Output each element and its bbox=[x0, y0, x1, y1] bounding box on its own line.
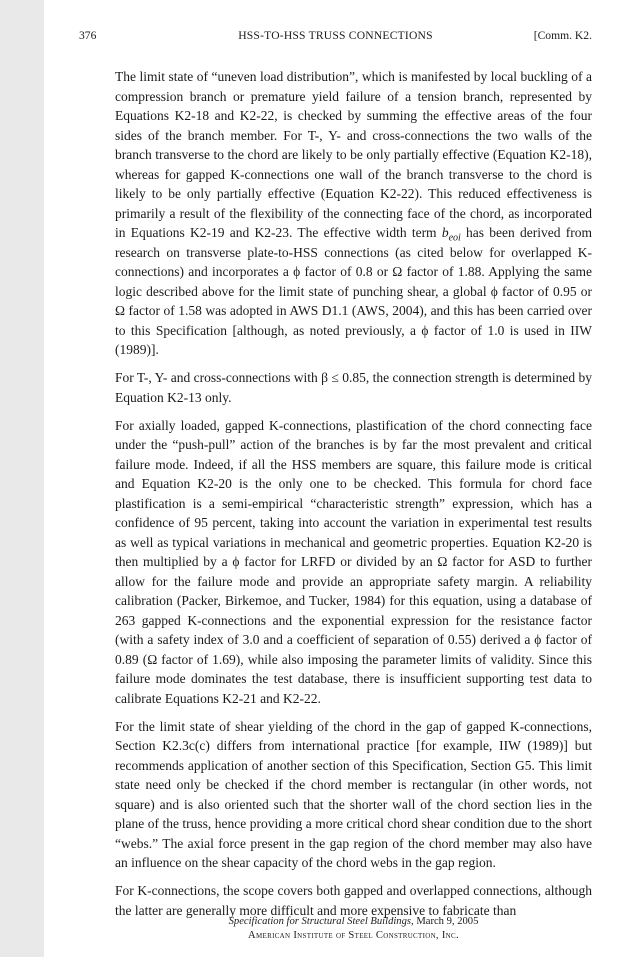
paragraph-4: For the limit state of shear yielding of the chord in the gap of gapped K-connections, Section K2.3c(c) differs from international practice [for example, IIW (1989)] but recommends application of another section of this Specification, Section G5. This limit state need only be checked if the chord member is rectangular (in other words, not square) and is also oriented such that the shorter wall of the chord section lies in the plane of the truss, hence providing a more critical chord shear condition due to the short “webs.” The axial force present in the gap region of the chord member may also have an influence on the shear capacity of the chord webs in the gap region. bbox=[115, 718, 592, 870]
running-title: HSS-TO-HSS TRUSS CONNECTIONS bbox=[238, 29, 433, 42]
paragraph-2: For T-, Y- and cross-connections with β ≤ 0.85, the connection strength is determined by Equation K2-13 only. bbox=[115, 370, 592, 405]
footer-date: March 9, 2005 bbox=[413, 916, 479, 927]
paragraph-3: For axially loaded, gapped K-connections, plastification of the chord connecting face under the “push-pull” action of the branches is by far the most prevalent and critical failure mode. Indeed, if all the HSS members are square, this failure mode is critical and Equation K2-20 is the only one to be checked. This formula for chord face plastification is a semi-empirical “characteristic strength” expression, which has a confidence of 95 percent, taking into account the variation in experimental test results as well as typical variations in mechanical and geometric properties. Equation K2-20 is then multiplied by a ϕ factor for LRFD or divided by an Ω factor for ASD to further allow for the failure mode and provide an appropriate safety margin. A reliability calibration (Packer, Birkemoe, and Tucker, 1984) for this equation, using a database of 263 gapped K-connections and the exponential expression for the resistance factor (with a safety index of 3.0 and a coefficient of separation of 0.55) derived a ϕ factor of 0.89 (Ω factor of 1.69), while also imposing the parameter limits of validity. Since this failure mode dominates the test database, there is insufficient supporting test data to calibrate Equations K2-21 and K2-22. bbox=[115, 417, 592, 706]
section-reference: [Comm. K2. bbox=[533, 29, 592, 42]
page-gutter bbox=[0, 0, 44, 957]
variable-subscript: eoi bbox=[448, 232, 461, 244]
page-footer bbox=[115, 915, 592, 943]
paragraph-1: The limit state of “uneven load distribution”, which is manifested by local buckling of a compression branch or premature yield failure of a tension branch, represented by Equations K2-18 and K2-22, is checked by summing the effective areas of the four sides of the branch member. For T-, Y- and cross-connections the two walls of the branch transverse to the chord are likely to be only partially effective (Equation K2-18), whereas for gapped K-connections one wall of the branch transverse to the chord is likely to be only partially effective (Equation K2-22). This reduced effectiveness is primarily a result of the flexibility of the connecting face of the chord, as incorporated in Equations K2-19 and K2-23. The effective width term $b_{eoi}$ has been derived from research on transverse plate-to-HSS connections (as cited below for overlapped K-connections) and incorporates a ϕ factor of 0.8 or Ω factor of 1.88. Applying the same logic described above for the limit state of punching shear, a global ϕ factor of 0.95 or Ω factor of 1.58 was adopted in AWS D1.1 (AWS, 2004), and this has been carried over to this Specification [although, as noted previously, a ϕ factor of 1.0 is used in IIW (1989)]. bbox=[115, 69, 592, 357]
page-header bbox=[79, 28, 592, 44]
variable-b: b bbox=[441, 225, 449, 240]
paragraph-5: For K-connections, the scope covers both gapped and overlapped connections, although the latter are generally more difficult and more expensive to fabricate than bbox=[115, 883, 592, 918]
footer-title: Specification for Structural Steel Buildings, March 9, 2005 bbox=[228, 916, 479, 927]
page-number: 376 bbox=[79, 29, 97, 42]
body-text bbox=[115, 67, 592, 929]
footer-publisher: American Institute of Steel Construction, Inc. bbox=[248, 930, 459, 941]
